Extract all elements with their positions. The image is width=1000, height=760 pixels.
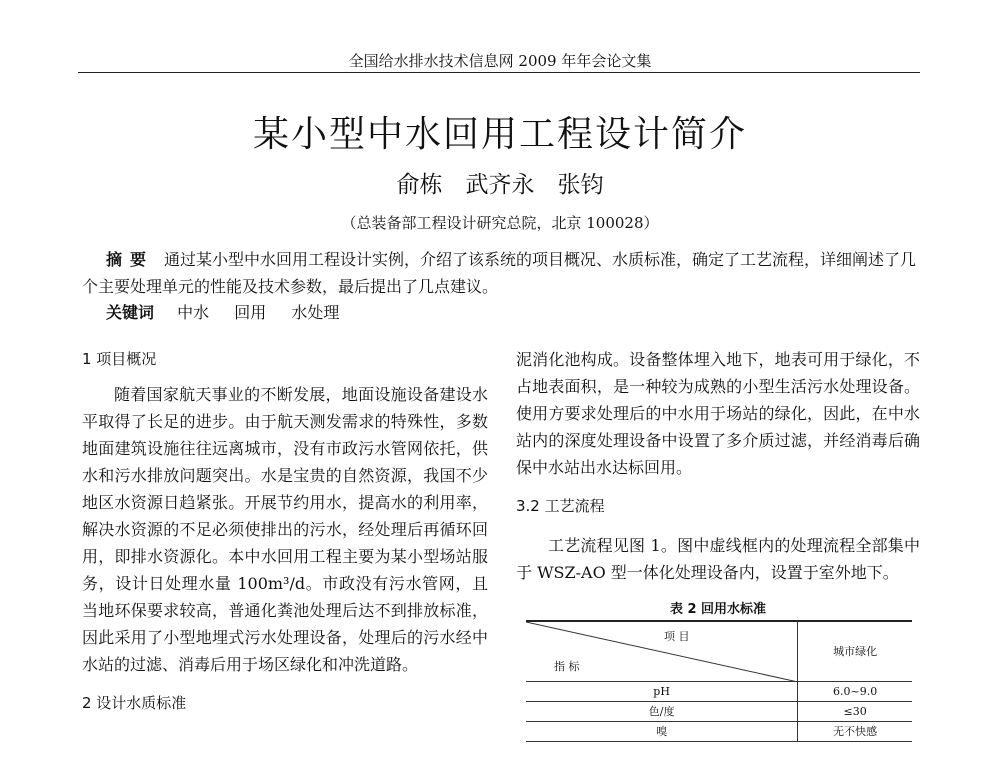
table-header-row bbox=[526, 621, 912, 681]
table-cell-item: 嗅 bbox=[526, 721, 798, 741]
section-1-heading: 1 项目概况 bbox=[82, 350, 157, 368]
left-column bbox=[82, 346, 488, 717]
section-2-heading: 2 设计水质标准 bbox=[82, 694, 187, 712]
table-row bbox=[526, 701, 912, 721]
section-3-2-paragraph: 工艺流程见图 1。图中虚线框内的处理流程全部集中于 WSZ-AO 型一体化处理设备内，设置于室外地下。 bbox=[516, 536, 920, 582]
table-header-item: 项 目 bbox=[664, 630, 690, 643]
table-cell-item: 色/度 bbox=[526, 701, 798, 721]
paper-authors: 俞栋 武齐永 张钧 bbox=[396, 172, 604, 198]
abstract-text: 通过某小型中水回用工程设计实例，介绍了该系统的项目概况、水质标准，确定了工艺流程，详细阐述了几个主要处理单元的性能及技术参数，最后提出了几点建议。 bbox=[82, 250, 917, 296]
keywords-label: 关键词 bbox=[106, 303, 155, 322]
table-cell-value: 无不快感 bbox=[798, 721, 912, 741]
header-rule bbox=[78, 72, 920, 73]
keywords bbox=[106, 300, 359, 323]
running-header: 全国给水排水技术信息网 2009 年年会论文集 bbox=[348, 52, 652, 70]
table-cell-value: ≤30 bbox=[798, 701, 912, 721]
table-caption: 表 2 回用水标准 bbox=[669, 602, 767, 617]
section-1-paragraph: 随着国家航天事业的不断发展，地面设施设备建设水平取得了长足的进步。由于航天测发需求的特殊性，多数地面建筑设施往往远离城市，没有市政污水管网依托，供水和污水排放问题突出。水是宝贵的自然资源，我国不少地区水资源日趋紧张。开展节约用水，提高水的利用率，解决水资源的不足必须使排出的污水，经处理后再循环回用，即排水资源化。本中水回用工程主要为某小型场站服务，设计日处理水量 100m³/d。市政没有污水管网，且当地环保要求较高，普通化粪池处理后达不到排放标准，因此采用了小型地埋式污水处理设备，处理后的污水经中水站的过滤、消毒后用于场区绿化和冲洗道路。 bbox=[82, 385, 488, 674]
table-cell-item: pH bbox=[526, 681, 798, 701]
paper-affiliation: （总装备部工程设计研究总院，北京 100028） bbox=[341, 214, 659, 232]
table-cell-value: 6.0~9.0 bbox=[798, 681, 912, 701]
table-row bbox=[526, 721, 912, 741]
table-header-col2: 城市绿化 bbox=[798, 621, 912, 681]
keyword-item: 中水 bbox=[177, 303, 210, 322]
abstract bbox=[82, 246, 922, 300]
table-header-diagonal-cell bbox=[526, 621, 798, 681]
continued-paragraph: 泥消化池构成。设备整体埋入地下，地表可用于绿化，不占地表面积，是一种较为成熟的小型生活污水处理设备。使用方要求处理后的中水用于场站的绿化，因此，在中水站内的深度处理设备中设置了多介质过滤，并经消毒后确保中水站出水达标回用。 bbox=[516, 350, 920, 477]
keyword-item: 回用 bbox=[234, 303, 267, 322]
table-header-index: 指 标 bbox=[554, 660, 580, 673]
water-standard-table bbox=[526, 620, 912, 742]
section-3-2-heading: 3.2 工艺流程 bbox=[516, 497, 605, 515]
paper-title: 某小型中水回用工程设计简介 bbox=[252, 114, 747, 155]
right-column bbox=[516, 346, 920, 586]
abstract-label: 摘要 bbox=[106, 250, 155, 269]
table-row bbox=[526, 681, 912, 701]
keyword-item: 水处理 bbox=[291, 303, 340, 322]
